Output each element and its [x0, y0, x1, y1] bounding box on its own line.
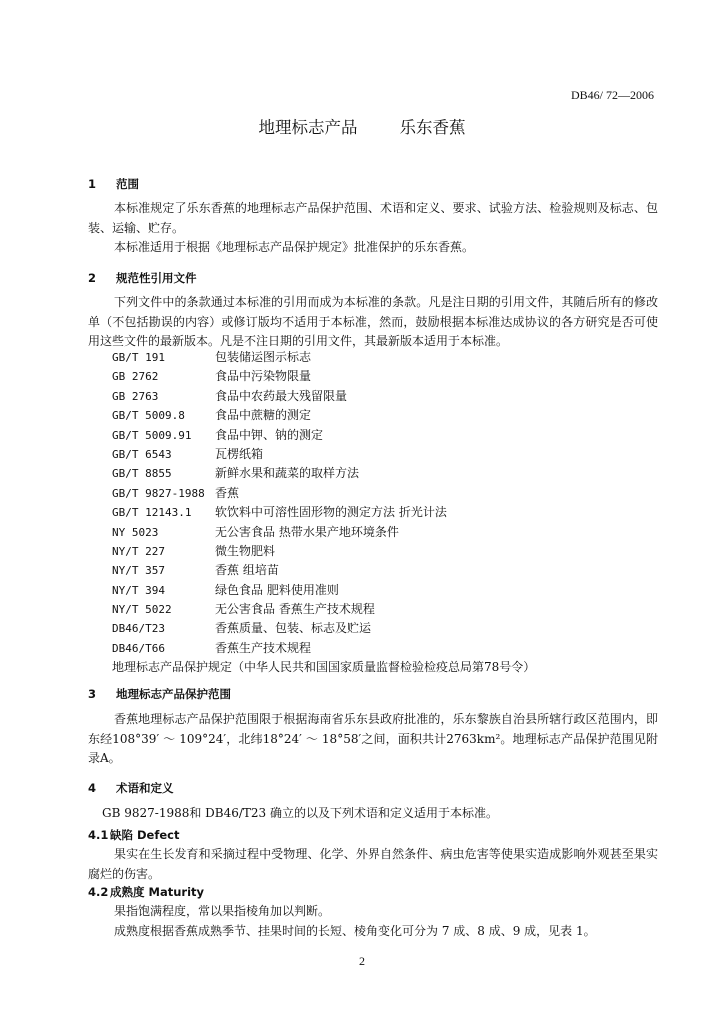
- reference-code: NY/T 5022: [112, 603, 172, 617]
- reference-code: NY/T 357: [112, 564, 165, 578]
- reference-code: GB/T 8855: [112, 467, 172, 481]
- reference-code: GB/T 5009.8: [112, 409, 185, 423]
- reference-title: 食品中农药最大残留限量: [215, 388, 348, 403]
- reference-item: [112, 367, 535, 386]
- reference-title: 绿色食品 肥料使用准则: [215, 582, 339, 597]
- reference-code: GB/T 5009.91: [112, 428, 192, 442]
- subsection-title: 成熟度 Maturity: [110, 885, 204, 899]
- reference-title: 食品中污染物限量: [215, 369, 312, 384]
- reference-title: 瓦楞纸箱: [215, 446, 264, 461]
- reference-title: 香蕉质量、包装、标志及贮运: [215, 621, 372, 636]
- reference-code: DB46/T23: [112, 622, 165, 636]
- page-number: 2: [359, 954, 365, 968]
- reference-item: [112, 426, 535, 445]
- reference-list: [112, 348, 535, 678]
- section-number: 4: [88, 781, 97, 795]
- subsection-number: 4.2: [88, 885, 109, 899]
- reference-code: GB 2763: [112, 389, 159, 403]
- reference-code: NY/T 394: [112, 583, 165, 597]
- reference-code: NY 5023: [112, 525, 159, 539]
- reference-item: [112, 639, 535, 658]
- reference-title: 食品中钾、钠的测定: [215, 427, 324, 442]
- section-4-heading: [88, 780, 174, 796]
- section-2-intro: 下列文件中的条款通过本标准的引用而成为本标准的条款。凡是注日期的引用文件，其随后所有的修改单（不包括勘误的内容）或修订版均不适用于本标准，然而，鼓励根据本标准达成协议的各方研究是否可使用这些文件的最新版本。凡是不注日期的引用文件，其最新版本适用于本标准。: [88, 295, 658, 348]
- reference-item: [112, 503, 535, 522]
- reference-item: [112, 581, 535, 600]
- reference-code: GB/T 191: [112, 351, 165, 364]
- section-3-paragraph: 香蕉地理标志产品保护范围限于根据海南省乐东县政府批准的，乐东黎族自治县所辖行政区范围内，即东经108°39′ ～ 109°24′，北纬18°24′ ～ 18°58′之间，面积共计2763km²。地理标志产品保护范围见附录A。: [88, 712, 658, 765]
- reference-code: GB/T 9827-1988: [112, 486, 205, 500]
- reference-code: GB/T 6543: [112, 447, 172, 461]
- reference-title: 软饮料中可溶性固形物的测定方法 折光计法: [215, 505, 447, 520]
- subsection-4-2-heading: [88, 884, 204, 900]
- section-title: 规范性引用文件: [116, 271, 197, 285]
- reference-item: [112, 445, 535, 464]
- section-2-heading: [88, 270, 197, 286]
- section-number: 1: [88, 177, 97, 191]
- section-4-intro: GB 9827-1988和 DB46/T23 确立的以及下列术语和定义适用于本标准。: [102, 806, 499, 820]
- reference-item: [112, 542, 535, 561]
- section-number: 3: [88, 687, 97, 701]
- section-title: 范围: [116, 177, 139, 191]
- subsection-4-1-heading: [88, 827, 179, 843]
- reference-item: [112, 561, 535, 580]
- reference-title: 香蕉生产技术规程: [215, 640, 312, 655]
- reference-code: GB/T 12143.1: [112, 506, 192, 520]
- section-1-paragraph-1: 本标准规定了乐东香蕉的地理标志产品保护范围、术语和定义、要求、试验方法、检验规则及标志、包装、运输、贮存。: [88, 201, 658, 235]
- reference-title: 微生物肥料: [215, 543, 276, 558]
- reference-item: [112, 600, 535, 619]
- section-title: 术语和定义: [116, 781, 174, 795]
- reference-item: [112, 348, 535, 367]
- subsection-4-2-text-2: 成熟度根据香蕉成熟季节、挂果时间的长短、棱角变化可分为 7 成、8 成、9 成，见表 1。: [114, 924, 596, 938]
- reference-title: 食品中蔗糖的测定: [215, 408, 312, 423]
- reference-item: [112, 484, 535, 503]
- reference-item: [112, 619, 535, 638]
- reference-item: [112, 464, 535, 483]
- subsection-4-1-text: 果实在生长发育和采摘过程中受物理、化学、外界自然条件、病虫危害等使果实造成影响外观甚至果实腐烂的伤害。: [88, 847, 658, 881]
- reference-item: [112, 523, 535, 542]
- reference-code: GB 2762: [112, 370, 159, 384]
- reference-item: [112, 406, 535, 425]
- reference-code: NY/T 227: [112, 544, 165, 558]
- reference-title: 香蕉: [215, 485, 240, 500]
- section-1-paragraph-2: 本标准适用于根据《地理标志产品保护规定》批准保护的乐东香蕉。: [114, 240, 475, 254]
- reference-title: 包装储运图示标志: [215, 350, 312, 364]
- page-title: 地理标志产品 乐东香蕉: [258, 118, 466, 137]
- reference-title: 新鲜水果和蔬菜的取样方法: [215, 466, 360, 481]
- subsection-number: 4.1: [88, 828, 109, 842]
- subsection-4-2-text-1: 果指饱满程度，常以果指棱角加以判断。: [114, 904, 331, 918]
- section-number: 2: [88, 271, 97, 285]
- subsection-title: 缺陷 Defect: [110, 828, 180, 842]
- section-3-heading: [88, 686, 231, 702]
- reference-code: DB46/T66: [112, 641, 165, 655]
- reference-title: 无公害食品 香蕉生产技术规程: [215, 602, 375, 617]
- section-title: 地理标志产品保护范围: [116, 687, 231, 701]
- standard-code: DB46/ 72—2006: [570, 88, 654, 102]
- reference-item-last: 地理标志产品保护规定（中华人民共和国国家质量监督检验检疫总局第78号令）: [112, 660, 536, 675]
- reference-item: [112, 387, 535, 406]
- reference-title: 无公害食品 热带水果产地环境条件: [215, 524, 399, 539]
- section-1-heading: [88, 176, 139, 192]
- reference-title: 香蕉 组培苗: [215, 563, 279, 578]
